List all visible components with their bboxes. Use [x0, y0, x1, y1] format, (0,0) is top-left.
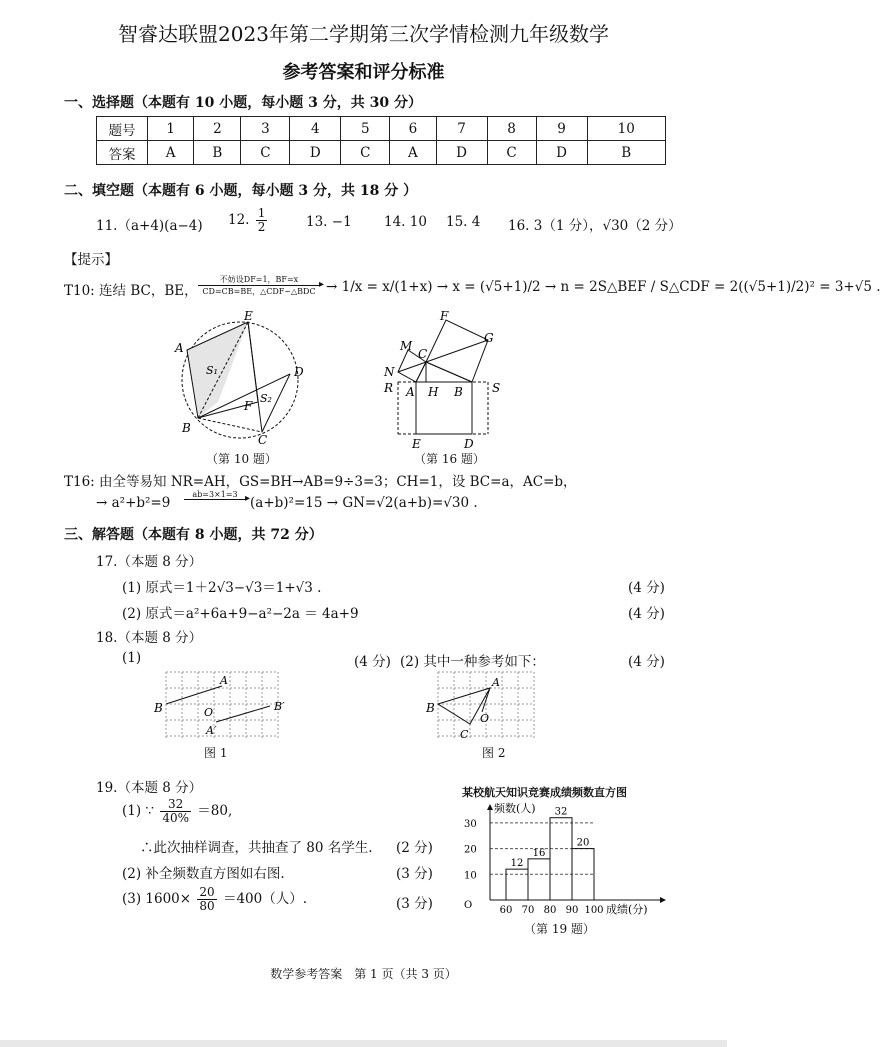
row-label-answer: 答案 — [97, 141, 148, 165]
q18-heading: 18.（本题 8 分） — [96, 630, 203, 646]
figure-10-caption: （第 10 题） — [206, 452, 277, 466]
svg-text:B: B — [454, 385, 463, 399]
page-title: 智睿达联盟2023年第二学期第三次学情检测九年级数学 — [118, 22, 609, 46]
svg-text:F: F — [244, 399, 253, 413]
question-number: 5 — [341, 117, 390, 141]
answer-cell: C — [341, 141, 390, 165]
figure-1-caption: 图 1 — [204, 746, 228, 760]
q19-part3-suffix: ＝400（人）. — [222, 891, 308, 907]
bar-value-label: 32 — [554, 806, 568, 818]
fraction-denominator: 2 — [257, 220, 266, 234]
question-number: 9 — [536, 117, 587, 141]
bottom-scroll-strip — [0, 1040, 727, 1047]
question-number: 6 — [390, 117, 436, 141]
x-tick-label: 60 — [499, 905, 513, 916]
t16-line2-a: → a²+b²=9 — [96, 495, 171, 511]
svg-text:B: B — [426, 701, 435, 715]
page-footer: 数学参考答案 第 1 页（共 3 页） — [270, 967, 457, 981]
figure-1-grid — [150, 668, 290, 744]
svg-text:O: O — [480, 712, 490, 725]
svg-text:R: R — [384, 381, 394, 395]
t10-arrow-top: 不妨设DF=1，BF=x — [219, 275, 299, 284]
q19-part3 — [122, 886, 307, 913]
fraction — [197, 886, 216, 913]
svg-text:S₁: S₁ — [206, 364, 218, 377]
y-tick-label: 20 — [464, 844, 477, 856]
answer-cell: D — [436, 141, 487, 165]
q19-part3-prefix: (3) 1600× — [122, 891, 192, 907]
svg-text:N: N — [384, 365, 395, 379]
q17-part1: (1) 原式＝1＋2√3−√3＝1+√3 . — [122, 580, 322, 596]
fill-answer-11: 11.（a+4)(a−4) — [96, 218, 203, 234]
fraction — [160, 798, 191, 825]
q19-part1-prefix: (1) ∵ — [122, 803, 155, 819]
svg-text:S₂: S₂ — [260, 392, 272, 405]
figure-2-caption: 图 2 — [482, 746, 506, 760]
t10-prefix: T10: 连结 BC，BE， — [64, 283, 198, 299]
q19-part3-score: (3 分) — [396, 896, 433, 912]
q19-heading: 19.（本题 8 分） — [96, 780, 203, 796]
table-row — [97, 141, 666, 165]
arrow-head-icon: ▸ — [318, 279, 324, 290]
x-axis-label: 成绩(分) — [606, 903, 648, 916]
fill-answer-15: 15. 4 — [446, 214, 481, 230]
fraction-numerator: 1 — [257, 206, 266, 220]
svg-text:A: A — [406, 385, 415, 399]
question-number: 8 — [487, 117, 536, 141]
figure-16-caption: （第 16 题） — [414, 452, 485, 466]
question-number: 4 — [290, 117, 341, 141]
answer-table — [96, 116, 666, 165]
answer-cell: B — [194, 141, 241, 165]
question-number: 3 — [241, 117, 290, 141]
t16-line1: T16: 由全等易知 NR=AH，GS=BH→AB=9÷3=3；CH=1，设 BC=a，AC=b， — [64, 474, 577, 490]
svg-text:C: C — [418, 347, 428, 361]
t16-arrow-top: ab=3×1=3 — [192, 490, 238, 499]
q17-part2: (2) 原式＝a²+6a+9−a²−2a ＝ 4a+9 — [122, 606, 359, 622]
q18-part2-score: (4 分) — [628, 654, 665, 670]
fraction — [256, 207, 268, 234]
answer-cell: C — [487, 141, 536, 165]
histogram-bar — [528, 859, 550, 900]
svg-text:C: C — [258, 433, 268, 447]
q19-part1-score: (2 分) — [396, 840, 433, 856]
svg-text:H: H — [428, 385, 439, 399]
answer-cell: D — [536, 141, 587, 165]
figure-16-diagram — [380, 310, 510, 450]
section1-heading: 一、选择题（本题有 10 小题，每小题 3 分，共 30 分） — [64, 95, 422, 111]
q19-part1-conclusion: ∴此次抽样调查，共抽查了 80 名学生. — [140, 840, 373, 856]
bar-value-label: 16 — [532, 847, 546, 859]
svg-text:A: A — [175, 341, 184, 355]
svg-text:G: G — [484, 331, 494, 345]
section2-heading: 二、填空题（本题有 6 小题，每小题 3 分，共 18 分 ） — [64, 183, 418, 199]
histogram-bar — [506, 869, 528, 900]
q18-part1: (1) — [122, 650, 142, 666]
q17-part2-score: (4 分) — [628, 606, 665, 622]
q18-part1-score: (4 分) — [354, 654, 391, 670]
q17-heading: 17.（本题 8 分） — [96, 554, 203, 570]
q19-part1-suffix: ＝80, — [197, 803, 233, 819]
figure-10-diagram — [170, 310, 320, 450]
table-row — [97, 117, 666, 141]
origin-label: O — [464, 900, 473, 911]
row-label-question: 题号 — [97, 117, 148, 141]
t10-arrow-bottom: CD=CB=BE，△CDF∽△BDC — [202, 287, 316, 296]
q19-part2: (2) 补全频数直方图如右图. — [122, 866, 285, 882]
t16-line2-b: (a+b)²=15 → GN=√2(a+b)=√30 . — [250, 495, 478, 511]
y-axis-label: 频数(人) — [494, 802, 536, 815]
svg-text:S: S — [492, 381, 501, 395]
histogram-bar — [550, 818, 572, 900]
svg-text:D: D — [294, 365, 304, 379]
question-number: 2 — [194, 117, 241, 141]
bar-value-label: 12 — [510, 858, 524, 870]
answer-cell: A — [148, 141, 194, 165]
svg-text:A: A — [492, 676, 500, 689]
fraction-denominator: 80 — [199, 899, 215, 913]
t16-arrow — [184, 490, 250, 504]
svg-text:A: A — [220, 674, 228, 687]
arrow-head-icon: ▸ — [244, 493, 250, 504]
q18-part2: (2) 其中一种参考如下： — [400, 654, 545, 670]
q17-part1-score: (4 分) — [628, 580, 665, 596]
hint-label: 【提示】 — [64, 252, 118, 268]
fill-answer-16: 16. 3（1 分），√30（2 分） — [508, 218, 682, 234]
svg-text:E: E — [244, 309, 253, 323]
t10-arrow — [198, 274, 324, 297]
svg-text:E: E — [412, 437, 421, 451]
x-axis-arrow-icon — [660, 897, 666, 903]
svg-text:F: F — [440, 309, 449, 323]
fraction-denominator: 40% — [162, 811, 189, 825]
answer-cell: C — [241, 141, 290, 165]
histogram-chart — [450, 800, 680, 940]
svg-text:C: C — [460, 728, 469, 741]
fraction-numerator: 20 — [199, 885, 215, 899]
question-number: 1 — [148, 117, 194, 141]
y-tick-label: 30 — [464, 818, 477, 830]
question-number: 10 — [587, 117, 666, 141]
figure-2-grid — [426, 668, 546, 744]
y-tick-label: 10 — [464, 870, 477, 882]
page-subtitle: 参考答案和评分标准 — [282, 62, 445, 83]
x-tick-label: 70 — [521, 905, 535, 916]
svg-text:B: B — [154, 701, 163, 715]
svg-text:A′: A′ — [206, 724, 217, 737]
fill-answer-12 — [228, 207, 269, 234]
answer-12-prefix: 12. — [228, 212, 250, 228]
section3-heading: 三、解答题（本题有 8 小题，共 72 分） — [64, 527, 323, 543]
fraction-numerator: 32 — [160, 798, 191, 812]
q19-part2-score: (3 分) — [396, 866, 433, 882]
t10-rest: → 1/x = x/(1+x) → x = (√5+1)/2 → n = 2S△BEF / S△CDF = 2((√5+1)/2)² = 3+√5 . — [326, 279, 881, 295]
answer-cell: A — [390, 141, 436, 165]
svg-text:O: O — [204, 706, 214, 719]
svg-text:M: M — [400, 339, 413, 353]
answer-cell: D — [290, 141, 341, 165]
bar-value-label: 20 — [576, 837, 590, 849]
question-number: 7 — [436, 117, 487, 141]
x-tick-label: 80 — [543, 905, 557, 916]
chart-title: 某校航天知识竞赛成绩频数直方图 — [462, 786, 627, 799]
answer-cell: B — [587, 141, 666, 165]
y-axis-arrow-icon — [487, 804, 493, 810]
svg-text:B′: B′ — [274, 700, 285, 713]
x-tick-label: 90 — [565, 905, 579, 916]
fill-answer-14: 14. 10 — [384, 214, 427, 230]
fill-answer-13: 13. −1 — [306, 214, 352, 230]
svg-text:D: D — [464, 437, 474, 451]
x-tick-label: 100 — [584, 905, 604, 916]
q19-part1 — [122, 798, 232, 825]
svg-text:B: B — [182, 421, 191, 435]
chart-caption: （第 19 题） — [524, 922, 595, 936]
